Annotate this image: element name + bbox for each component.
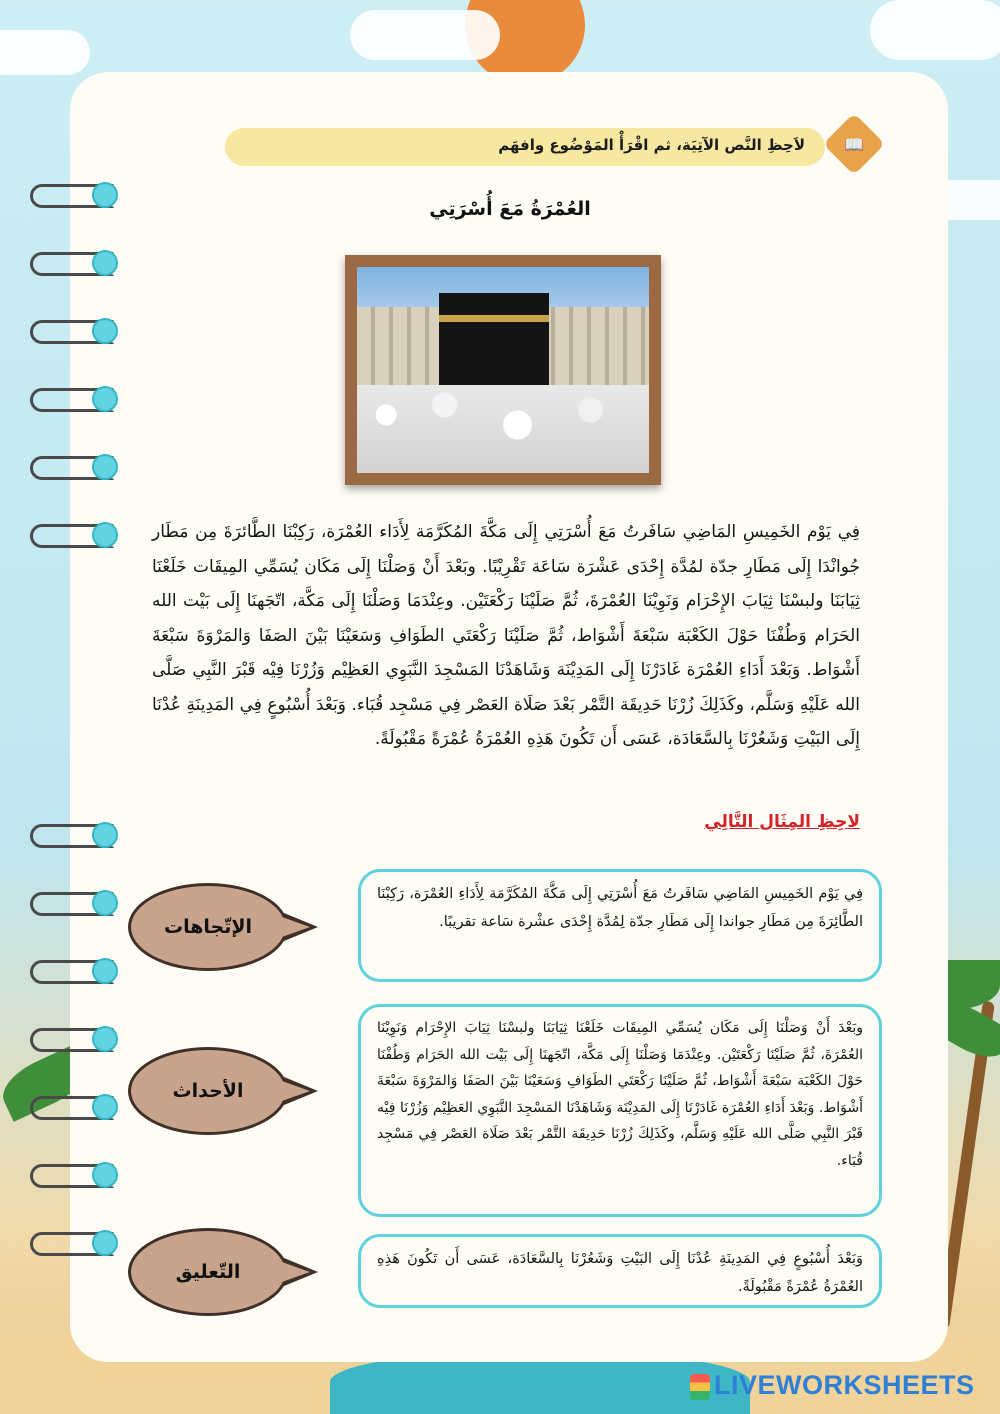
label-bubble-directions bbox=[128, 883, 288, 971]
spiral-ring bbox=[22, 246, 118, 276]
watermark: LIVEWORKSHEETS bbox=[714, 1370, 975, 1400]
section-text-box bbox=[358, 1004, 882, 1217]
spiral-ring bbox=[22, 954, 118, 984]
spiral-ring bbox=[22, 1158, 118, 1188]
spiral-ring bbox=[22, 518, 118, 548]
spiral-ring bbox=[22, 1090, 118, 1120]
spiral-ring bbox=[22, 1226, 118, 1256]
kaaba-photo bbox=[357, 267, 649, 473]
section-text: وبَعْدَ أَنْ وَصَلْنَا إِلَى مَكَان يُسَمِّي المِيقَات خَلَعْنَا ثِيَابَنَا ولبسْنَا ثِيَابَ الإِحْرَام وَنَوِيْنَا العُمْرَةَ، ثُمَّ صَلَيْنَا رَكْعَتَيْن. وعِنْدَمَا وَصَلْنَا إِلَى مَكَّة، اتّجَهنَا إِلَى بَيْت الله الحَرَام وَطُفْنَا حَوْلَ الكَعْبَة سَبْعَةَ أَشْوَاط، ثُمَّ صَلَيْنَا رَكْعَتَي الطَوَافِ وَسَعَيْنَا بَيْنَ الصَفَا وَالمَرْوَةَ سَبْعَةَ أَشْوَاط. وَبَعْدَ أَدَاءِ العُمْرَة غَادَرْنَا إِلَى المَدِيْنَة وَشَاهَدْنَا المَسْجِدَ النَّبَوِي العَظِيْم وَزُرْنَا فِيْه قَبْرَ النَّبِي صَلَّى الله عَلَيْهِ وَسَلَّم، وكَذَلِكَ زُرْنَا حَدِيقَة التَّمْر بَعْدَ صَلَاة العَصْر فِي مَسْجِد قُبَاء. bbox=[377, 1020, 863, 1169]
section-label: التّعليق bbox=[175, 1261, 241, 1283]
spiral-ring bbox=[22, 178, 118, 208]
spiral-ring bbox=[22, 1022, 118, 1052]
spiral-ring bbox=[22, 450, 118, 480]
section-label: الإتّجاهات bbox=[163, 916, 253, 938]
cloud-decoration bbox=[0, 30, 90, 75]
section-label: الأحداث bbox=[172, 1080, 244, 1102]
section-text: فِي يَوْم الخَمِيسِ المَاضِي سَافَرتُ مَعَ أُسْرَتِي إِلَى مَكَّةَ المُكَرَّمَة لِأَدَاءِ العُمْرَة، رَكِبْنَا الطَّائِرَةَ مِن مَطَارِ جواندا إِلَى مَطَارِ جدّة لِمُدَّة إِحْدَى عشْرة سَاعة تقريبًا. bbox=[377, 886, 863, 930]
kaaba-photo-frame bbox=[345, 255, 661, 485]
bubble-tail bbox=[282, 917, 310, 937]
cloud-decoration bbox=[350, 10, 500, 60]
spiral-ring bbox=[22, 818, 118, 848]
bubble-tail bbox=[282, 1262, 310, 1282]
label-bubble-comment bbox=[128, 1228, 288, 1316]
spiral-ring bbox=[22, 314, 118, 344]
spiral-ring bbox=[22, 382, 118, 412]
section-text-box bbox=[358, 869, 882, 982]
story-paragraph: فِي يَوْم الخَمِيسِ المَاضِي سَافَرتُ مَعَ أُسْرَتِي إِلَى مَكَّةَ المُكَرَّمَة لِأَدَاء العُمْرَة، رَكِبْنَا الطَّائرَةَ مِن مَطَار جُوانْدَا إِلَى مَطَارِ جدّة لمُدَّة إِحْدَى عَشْرَة سَاعَة تَقْرِيْبًا. وبَعْدَ أَنْ وَصَلْنَا إِلَى مَكَان يُسَمِّي المِيقَات خَلَعْنَا ثِيَابَنَا ولبسْنَا ثِيَابَ الإِحْرَام وَنَوِيْنَا العُمْرَةَ، ثُمَّ صَلَيْنَا رَكْعَتَيْن. وعِنْدَمَا وَصَلْنَا إِلَى مَكَّة، اتّجَهنَا إِلَى بَيْت الله الحَرَام وَطُفْنَا حَوْلَ الكَعْبَة سَبْعَةَ أَشْوَاط، ثُمَّ صَلَيْنَا رَكْعَتَي الطَوَافِ وَسَعَيْنَا بَيْنَ الصَفَا وَالمَرْوَةَ سَبْعَةَ أَشْوَاط. وَبَعْدَ أَدَاءِ العُمْرَة غَادَرْنَا إِلَى المَدِيْنَة وَشَاهَدْنَا المَسْجِدَ النَّبَوِي العَظِيْم وَزُرْنَا فِيْه قَبْرَ النَّبِي صَلَّى الله عَلَيْهِ وَسَلَّم، وكَذَلِكَ زُرْنَا حَدِيقَة التَّمْر بَعْدَ صَلَاة العَصْر فِي مَسْجِد قُبَاء. وَبَعْدَ أُسْبُوعٍ فِي المَدِينَةِ عُدْنَا إِلَى البَيْتِ وَشَعُرْنَا بِالسَّعَادَة، عَسَى أَن تَكُونَ هَذِهِ العُمْرَةُ عُمْرَةً مَقْبُولَةً. bbox=[152, 522, 860, 749]
bubble-tail bbox=[282, 1081, 310, 1101]
example-heading: لاحِظِ المِثَال التَّالِي bbox=[704, 812, 860, 832]
label-bubble-events bbox=[128, 1047, 288, 1135]
section-text-box bbox=[358, 1234, 882, 1308]
book-icon: 📖 bbox=[841, 131, 867, 157]
page-title: العُمْرَةُ مَعَ أُسْرَتِي bbox=[429, 198, 591, 220]
instruction-banner: لاَحِظِ النَّص الآتِيَة، ثم اقْرَأْ المَوْضُوع وافهَم bbox=[225, 128, 825, 166]
cloud-decoration bbox=[870, 0, 1000, 60]
section-text: وَبَعْدَ أُسْبُوعٍ فِي المَدِينَةِ عُدْنَا إِلَى البَيْتِ وَشَعُرْنَا بِالسَّعَادَة، عَسَى أَن تَكُونَ هَذِهِ العُمْرَةُ عُمْرَةً مَقْبُولَةً. bbox=[377, 1251, 863, 1295]
spiral-ring bbox=[22, 886, 118, 916]
